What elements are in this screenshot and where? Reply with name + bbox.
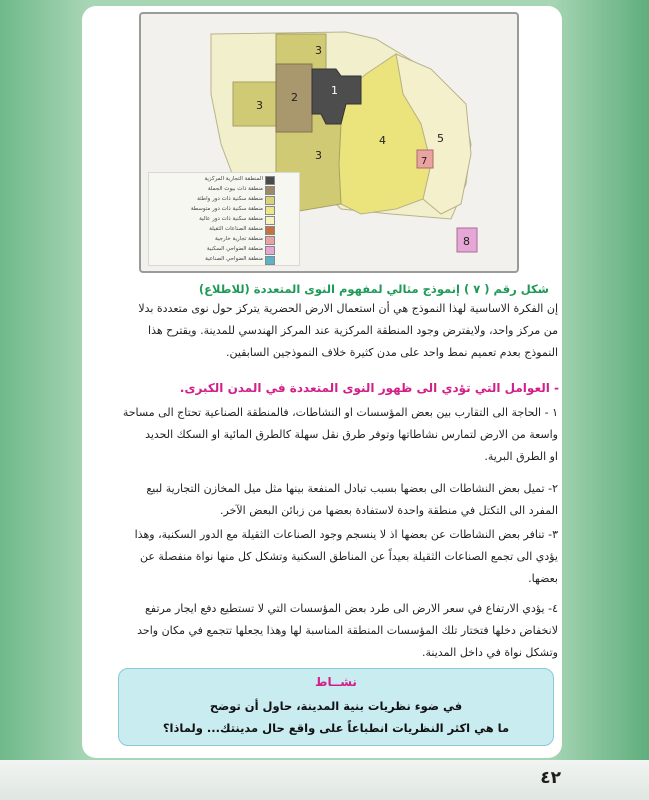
intro-line: من مركز واحد، ولايفترض وجود المنطقة المركزية عند المركز الهندسي للمدينة. ويقترح هذا — [148, 324, 558, 337]
factor-line: وتشكل نواة في داخل المدينة. — [422, 646, 558, 659]
factor-1 — [90, 402, 558, 468]
section-heading: - العوامل التي تؤدي الى ظهور النوى المتعددة في المدن الكبرى. — [179, 381, 559, 395]
map-legend — [148, 172, 300, 266]
legend-item — [153, 225, 295, 234]
legend-swatch — [265, 226, 275, 235]
map-label: 7 — [421, 156, 428, 167]
legend-item — [153, 185, 295, 194]
legend-swatch — [265, 216, 275, 225]
factor-line: ٢- تميل بعض النشاطات الى بعضها بسبب تبادل المنفعة بينها مثل ميل المخازن التجارية لبيع — [146, 482, 558, 495]
map-label: 1 — [331, 84, 338, 97]
legend-label: منطقة سكنية ذات دور عالية — [199, 216, 263, 222]
legend-label: منطقة تجارية خارجية — [215, 236, 263, 242]
factor-line: واسعة من الارض لتمارس نشاطاتها وتوفر طرق نقل سهلة كالطرق المائية او السكك الحديد — [145, 428, 558, 441]
legend-label: منطقة سكنية ذات دور متوسطة — [190, 206, 263, 212]
legend-swatch — [265, 246, 275, 255]
factor-line: ٣- تنافر بعض النشاطات عن بعضها اذ لا ينسجم وجود الصناعات الثقيلة مع الدور السكنية، وهذا — [134, 528, 558, 541]
legend-swatch — [265, 206, 275, 215]
legend-swatch — [265, 256, 275, 265]
legend-item — [153, 205, 295, 214]
map-label: 4 — [379, 134, 386, 147]
factor-3 — [90, 524, 558, 590]
intro-line: النموذج بعدم تعميم نمط واحد على مدن كثيرة خلاف النموذجين السابقين. — [226, 346, 558, 359]
legend-item — [153, 215, 295, 224]
map-label: 5 — [437, 132, 444, 145]
factor-2 — [90, 478, 558, 522]
legend-item — [153, 175, 295, 184]
legend-swatch — [265, 196, 275, 205]
legend-item — [153, 195, 295, 204]
intro-paragraph — [90, 298, 558, 364]
factor-line: لانخفاض دخلها فتختار تلك المؤسسات المنطقة المناسبة لها وهذا يجعلها تتجمع في مكان واحد — [137, 624, 558, 637]
legend-item — [153, 255, 295, 264]
factor-line: يؤدي الى تجمع الصناعات الثقيلة بعيداً عن المناطق السكنية وتشكل كل منها نواة منفصلة عن — [140, 550, 558, 563]
legend-label: المنطقة التجارية المركزية — [204, 176, 263, 182]
legend-label: منطقة الضواحي السكنية — [206, 246, 263, 252]
legend-label: منطقة سكنية ذات دور واطئة — [197, 196, 263, 202]
legend-item — [153, 245, 295, 254]
legend-label: منطقة ذات بيوت الجملة — [207, 186, 263, 192]
activity-box — [118, 668, 554, 746]
page-number: ٤٢ — [540, 768, 561, 788]
legend-label: منطقة الصناعات الثقيلة — [209, 226, 263, 232]
factor-4 — [90, 598, 558, 664]
map-label: 8 — [463, 235, 470, 248]
factor-line: ١ - الحاجة الى التقارب بين بعض المؤسسات او النشاطات، فالمنطقة الصناعية تحتاج الى مساحة — [122, 406, 558, 419]
legend-swatch — [265, 176, 275, 185]
factor-line: ٤- يؤدي الارتفاع في سعر الارض الى طرد بعض المؤسسات التي لا تستطيع دفع ايجار مرتفع — [145, 602, 558, 615]
map-zone-3-west — [233, 82, 276, 126]
figure-caption: شكل رقم ( ٧ ) إنموذج مثالي لمفهوم النوى المتعددة (للاطلاع) — [198, 282, 549, 296]
page-background-left — [0, 0, 90, 800]
map-label: 3 — [256, 99, 263, 112]
legend-label: منطقة الضواحي الصناعية — [205, 256, 263, 262]
map-label: 2 — [291, 91, 298, 104]
factor-line: المفرد الى التكتل في منطقة واحدة لاستفادة بعضها من زبائن البعض الآخر. — [220, 504, 558, 517]
legend-swatch — [265, 186, 275, 195]
map-label: 3 — [315, 149, 322, 162]
legend-item — [153, 235, 295, 244]
factor-line: بعضها. — [528, 572, 558, 585]
page-background-right — [549, 0, 649, 800]
activity-title: نشــاط — [315, 675, 357, 689]
map-label: 3 — [315, 44, 322, 57]
activity-question-line: ما هي اكثر النظريات انطباعاً على واقع حال مدينتك... ولماذا؟ — [162, 721, 510, 735]
activity-question-line: في ضوء نظريات بنية المدينة، حاول أن توضح — [209, 699, 463, 713]
factor-line: او الطرق البرية. — [484, 450, 558, 463]
legend-swatch — [265, 236, 275, 245]
intro-line: إن الفكرة الاساسية لهذا النموذج هي أن استعمال الارض الحضرية يتركز حول نوى متعددة بدلا — [138, 302, 558, 315]
